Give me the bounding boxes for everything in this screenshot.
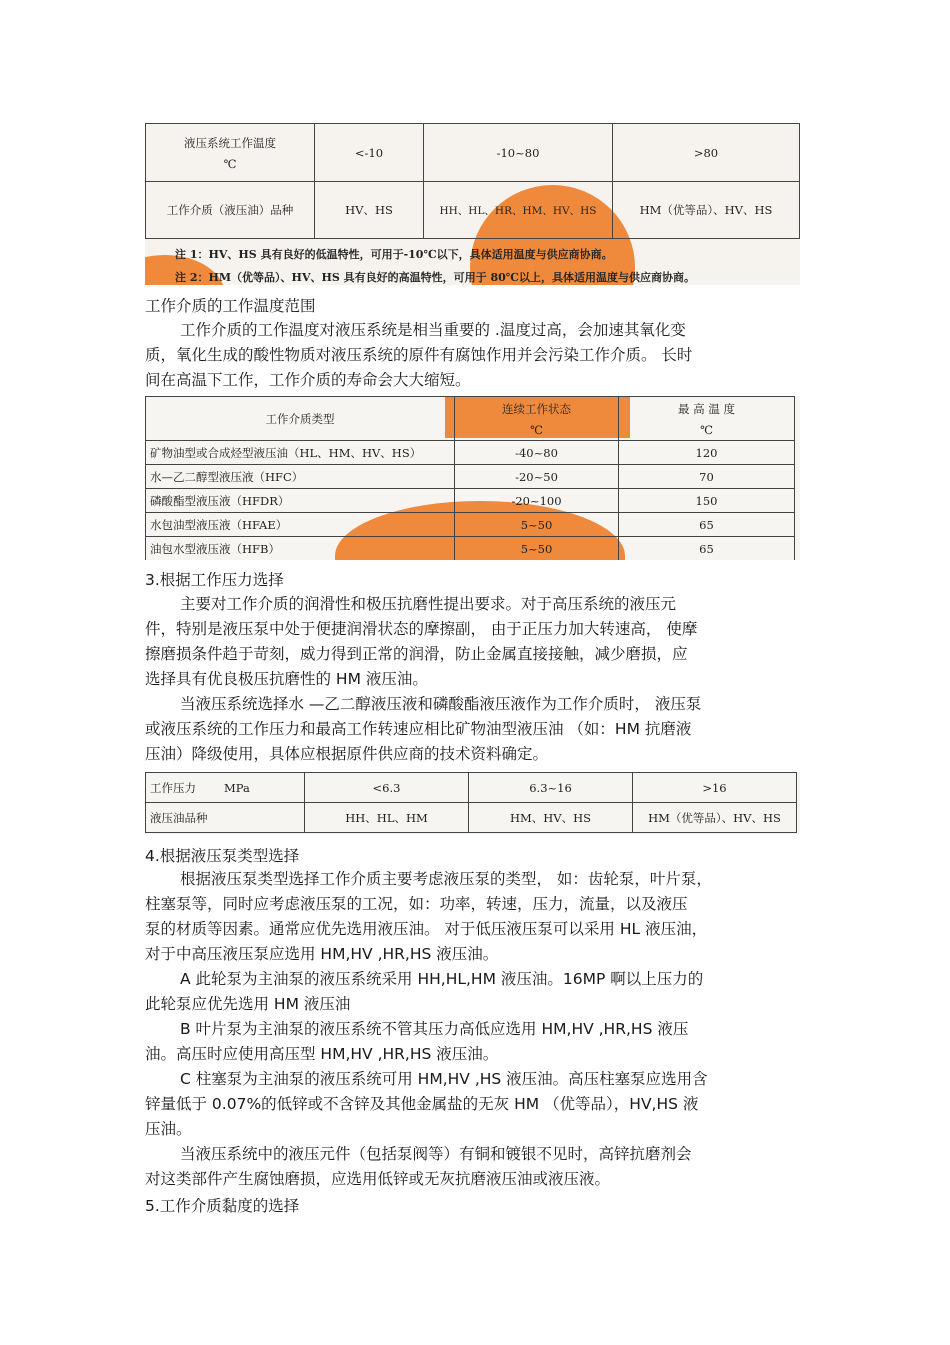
- table-cell: 6.3~16: [469, 773, 633, 803]
- paragraph-line: 此轮泵应优先选用 HM 液压油: [145, 995, 351, 1013]
- table-cell: 150: [619, 489, 795, 513]
- paragraph-line: 对于中高压液压泵应选用 HM,HV ,HR,HS 液压油。: [145, 945, 499, 963]
- table-cell: >16: [633, 773, 797, 803]
- table-cell: <6.3: [305, 773, 469, 803]
- table-cell: 水—乙二醇型液压液（HFC）: [146, 465, 455, 489]
- table-cell: HM、HV、HS: [469, 803, 633, 833]
- table-cell: 70: [619, 465, 795, 489]
- paragraph-line: 件，特别是液压泵中处于便捷润滑状态的摩擦副， 由于正压力加大转速高， 使摩: [145, 620, 698, 638]
- table-note-1: 注 1：HV、HS 具有良好的低温特性，可用于-10℃以下，具体适用温度与供应商协商。: [175, 248, 613, 261]
- paragraph-line: A 此轮泵为主油泵的液压系统采用 HH,HL,HM 液压油。16MP 啊以上压力的: [180, 970, 704, 988]
- temperature-table-image: [145, 123, 800, 285]
- section-title-4: 4.根据液压泵类型选择: [145, 847, 300, 865]
- media-type-table: [145, 396, 795, 560]
- table-cell: -20~50: [455, 465, 619, 489]
- table-cell: >80: [613, 124, 800, 182]
- header-cell: 最 高 温 度 ℃: [619, 397, 795, 441]
- table-cell: -10~80: [424, 124, 613, 182]
- section-title-3: 3.根据工作压力选择: [145, 571, 284, 589]
- paragraph-line: 压油。: [145, 1120, 192, 1138]
- table-cell: 5~50: [455, 537, 619, 561]
- table-cell: HM（优等品）、HV、HS: [613, 182, 800, 239]
- table-cell: HM（优等品）、HV、HS: [633, 803, 797, 833]
- paragraph-line: 选择具有优良极压抗磨性的 HM 液压油。: [145, 670, 428, 688]
- header-cell: 液压系统工作温度 ℃: [146, 124, 315, 182]
- table-cell: HH、HL、HR、HM、HV、HS: [424, 182, 613, 239]
- table-cell: -40~80: [455, 441, 619, 465]
- temperature-table: [145, 123, 800, 239]
- section-title-temperature: 工作介质的工作温度范围: [145, 297, 316, 315]
- table-cell: 5~50: [455, 513, 619, 537]
- section-title-5: 5.工作介质黏度的选择: [145, 1197, 300, 1215]
- paragraph-line: 工作介质的工作温度对液压系统是相当重要的 .温度过高，会加速其氧化变: [180, 321, 686, 339]
- table-cell: 油包水型液压液（HFB）: [146, 537, 455, 561]
- header-cell: 工作介质类型: [146, 397, 455, 441]
- paragraph-line: 压油）降级使用，具体应根据原件供应商的技术资料确定。: [145, 745, 549, 763]
- table-cell: 65: [619, 513, 795, 537]
- paragraph-line: 锌量低于 0.07%的低锌或不含锌及其他金属盐的无灰 HM （优等品），HV,HS 液: [145, 1095, 699, 1113]
- paragraph-line: 对这类部件产生腐蚀磨损，应选用低锌或无灰抗磨液压油或液压液。: [145, 1170, 611, 1188]
- paragraph-line: 质，氧化生成的酸性物质对液压系统的原件有腐蚀作用并会污染工作介质。 长时: [145, 346, 693, 364]
- pressure-table-image: [145, 772, 800, 834]
- header-cell: 工作压力 MPa: [146, 773, 305, 803]
- table-note-2: 注 2：HM（优等品）、HV、HS 具有良好的高温特性，可用于 80℃以上，具体适用温度与供应商协商。: [175, 271, 695, 284]
- paragraph-line: 根据液压泵类型选择工作介质主要考虑液压泵的类型， 如：齿轮泵，叶片泵，: [180, 870, 712, 888]
- table-cell: 磷酸酯型液压液（HFDR）: [146, 489, 455, 513]
- paragraph-line: B 叶片泵为主油泵的液压系统不管其压力高低应选用 HM,HV ,HR,HS 液压: [180, 1020, 689, 1038]
- paragraph-line: C 柱塞泵为主油泵的液压系统可用 HM,HV ,HS 液压油。高压柱塞泵应选用含: [180, 1070, 708, 1088]
- paragraph-line: 当液压系统中的液压元件（包括泵阀等）有铜和镀银不见时，高锌抗磨剂会: [180, 1145, 692, 1163]
- table-cell: 水包油型液压液（HFAE）: [146, 513, 455, 537]
- header-cell: 连续工作状态 ℃: [455, 397, 619, 441]
- table-cell: <-10: [315, 124, 424, 182]
- paragraph-line: 或液压系统的工作压力和最高工作转速应相比矿物油型液压油 （如：HM 抗磨液: [145, 720, 692, 738]
- table-cell: HV、HS: [315, 182, 424, 239]
- paragraph-line: 主要对工作介质的润滑性和极压抗磨性提出要求。对于高压系统的液压元: [180, 595, 677, 613]
- paragraph-line: 擦磨损条件趋于苛刻，威力得到正常的润滑，防止金属直接接触，减少磨损，应: [145, 645, 688, 663]
- header-cell: 工作介质（液压油）品种: [146, 182, 315, 239]
- pressure-table: [145, 772, 797, 833]
- paragraph-line: 柱塞泵等，同时应考虑液压泵的工况，如：功率，转速，压力，流量，以及液压: [145, 895, 688, 913]
- paragraph-line: 间在高温下工作，工作介质的寿命会大大缩短。: [145, 371, 471, 389]
- media-type-table-image: [145, 396, 800, 560]
- paragraph-line: 泵的材质等因素。通常应优先选用液压油。 对于低压液压泵可以采用 HL 液压油，: [145, 920, 708, 938]
- table-cell: 120: [619, 441, 795, 465]
- table-cell: -20~100: [455, 489, 619, 513]
- paragraph-line: 油。高压时应使用高压型 HM,HV ,HR,HS 液压油。: [145, 1045, 499, 1063]
- paragraph-line: 当液压系统选择水 —乙二醇液压液和磷酸酯液压液作为工作介质时， 液压泵: [180, 695, 702, 713]
- table-cell: 65: [619, 537, 795, 561]
- table-cell: HH、HL、HM: [305, 803, 469, 833]
- header-cell: 液压油品种: [146, 803, 305, 833]
- table-cell: 矿物油型或合成烃型液压油（HL、HM、HV、HS）: [146, 441, 455, 465]
